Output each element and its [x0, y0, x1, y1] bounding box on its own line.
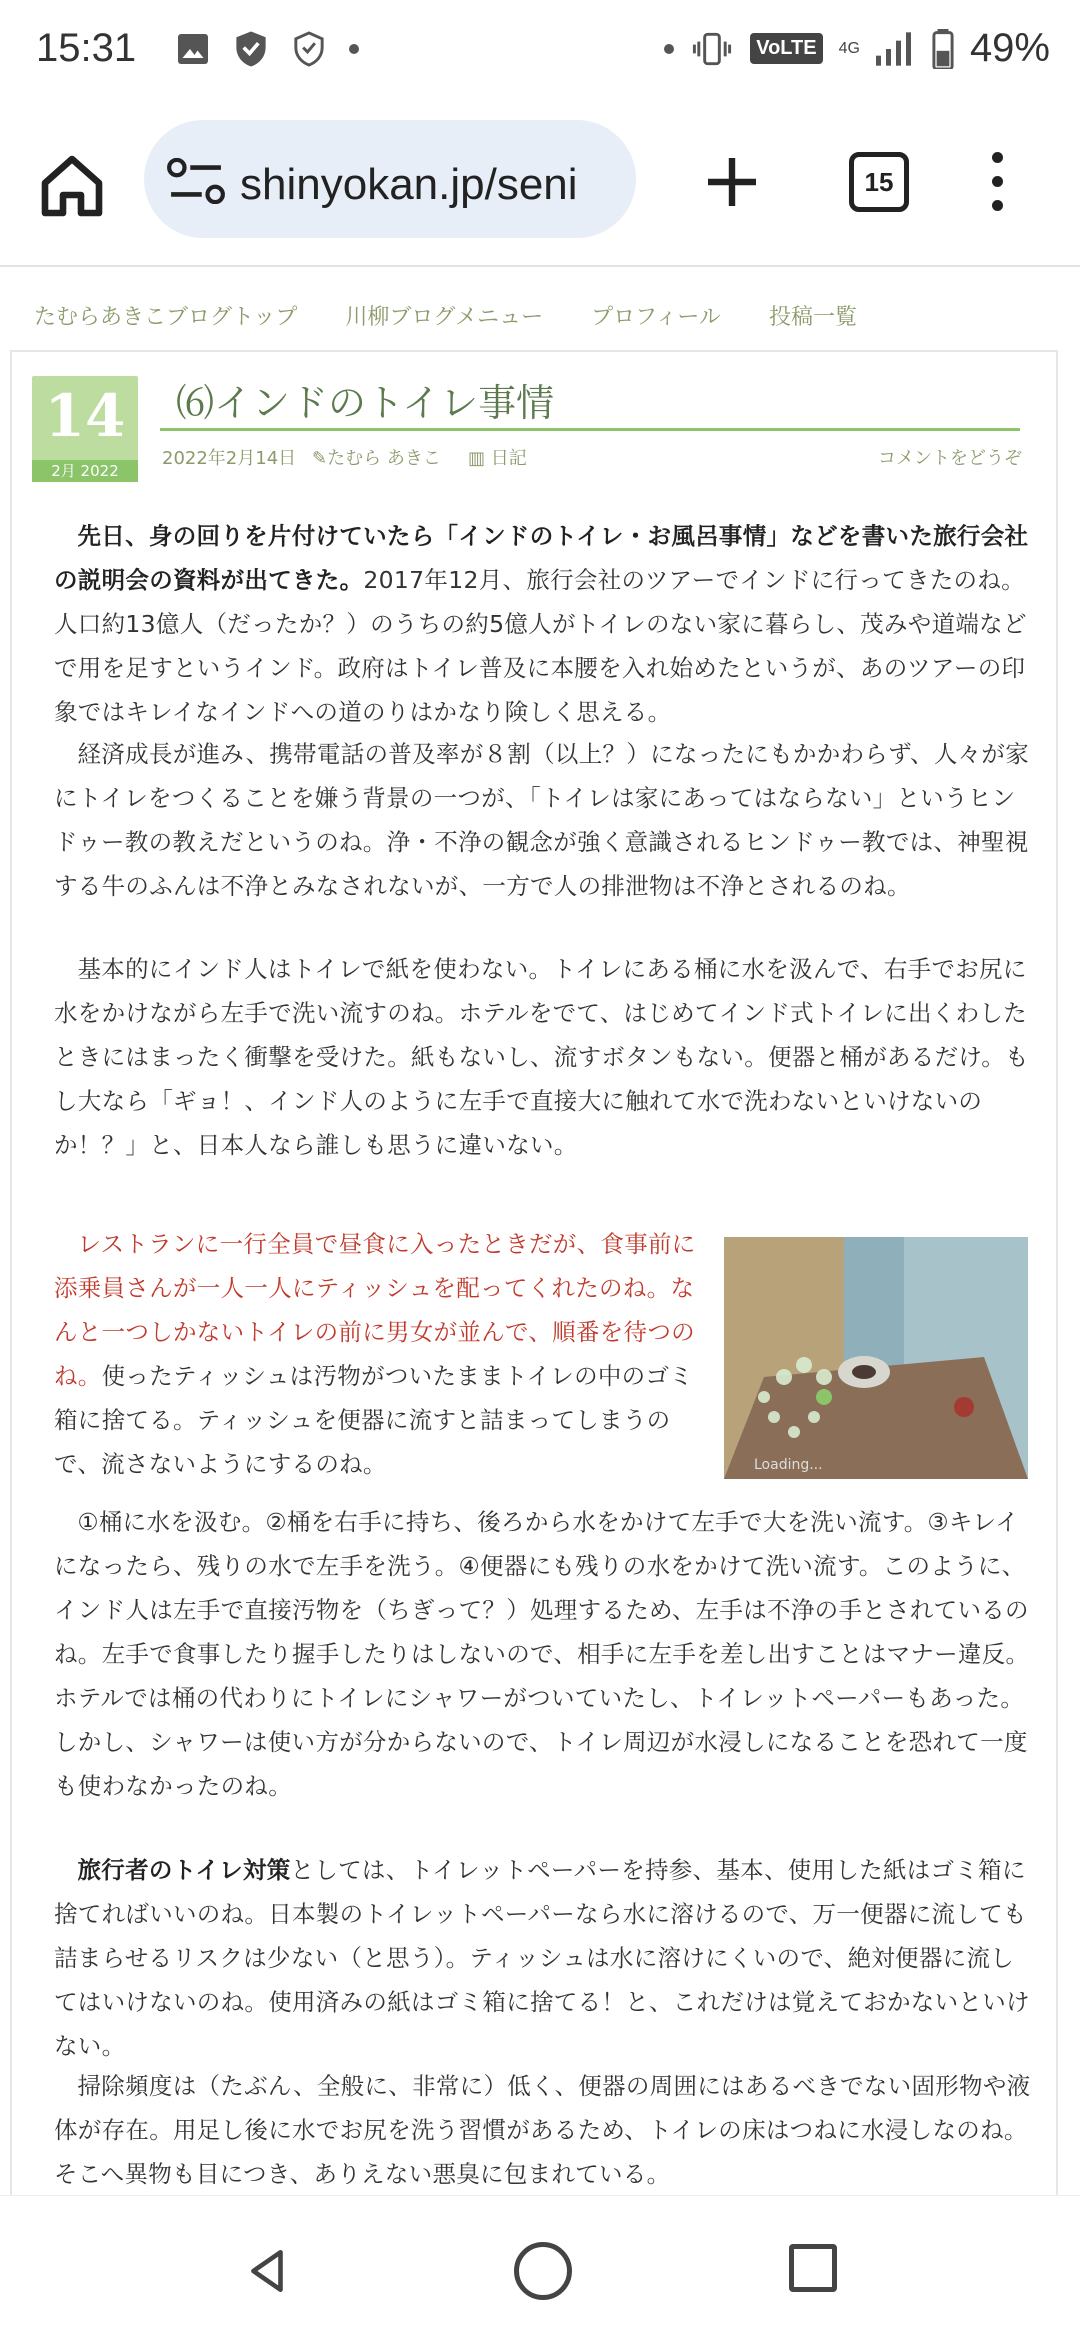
status-bar	[0, 0, 1080, 100]
post-title: ⑹インドのトイレ事情	[176, 381, 555, 425]
paragraph-6: 旅行者のトイレ対策としては、トイレットペーパーを持参、基本、使用した紙はゴミ箱に捨てればいいのね。日本製のトイレットペーパーなら水に溶けるので、万一便器に流しても詰まらせるリスクは少ない（と思う）。ティッシュは水に溶けにくいので、絶対便器に流してはいけないのね。使用済みの紙はゴミ箱に捨てる！と、これだけは覚えておかないといけない。	[54, 1856, 1030, 2060]
comment-link[interactable]: コメントをどうぞ	[878, 448, 1022, 469]
status-time: 15:31	[36, 26, 137, 70]
paragraph-3-block	[54, 947, 1034, 1167]
photo-image	[724, 1237, 1028, 1479]
system-nav-bar	[0, 2195, 1080, 2341]
back-icon[interactable]	[243, 2246, 293, 2296]
paragraph-2: 経済成長が進み、携帯電話の普及率が８割（以上？）になったにもかかわらず、人々が家にトイレをつくることを嫌う背景の一つが、「トイレは家にあってはならない」というヒンドゥー教の教えだというのね。浄・不浄の観念が強く意識されるヒンドゥー教では、神聖視する牛のふんは不浄とみなされないが、一方で人の排泄物は不浄とされるのね。	[54, 740, 1030, 900]
post-date[interactable]: 2022年2月14日	[162, 448, 297, 469]
paragraph-7-block	[54, 2064, 1034, 2196]
books-icon: ▥	[468, 448, 491, 469]
title-underline	[160, 428, 1020, 431]
url-bar[interactable]	[144, 120, 636, 238]
shield-icon	[233, 30, 269, 68]
blog-nav	[34, 300, 857, 331]
paragraph-7: 掃除頻度は（たぶん、全般に、非常に）低く、便器の周囲にはあるべきでない固形物や液体が存在。用足し後に水でお尻を洗う習慣があるため、トイレの床はつねに水浸しなのね。そこへ異物も目につき、ありえない悪臭に包まれている。	[54, 2072, 1031, 2188]
gallery-icon	[175, 31, 211, 67]
date-month-year: 2月 2022	[32, 460, 138, 482]
battery-icon	[932, 29, 954, 69]
date-badge	[32, 376, 138, 482]
paragraph-5: ①桶に水を汲む。②桶を右手に持ち、後ろから水をかけて左手で大を洗い流す。③キレイになったら、残りの水で左手を洗う。④便器にも残りの水をかけて洗い流す。このように、インド人は左手で直接汚物を（ちぎって？）処理するため、左手は不浄の手とされているのね。左手で食事したり握手したりはしないので、相手に左手を差し出すことはマナー違反。ホテルでは桶の代わりにトイレにシャワーがついていたし、トイレットペーパーもあった。しかし、シャワーは使い方が分からないので、トイレ周辺が水浸しになることを恐れて一度も使わなかったのね。	[54, 1508, 1030, 1800]
signal-icon	[876, 32, 916, 66]
toolbar-divider	[0, 265, 1080, 267]
paragraph-2-block	[54, 732, 1034, 908]
volte-badge: VoLTE	[750, 33, 822, 64]
paragraph-4-block	[54, 1222, 714, 1486]
article-card	[10, 350, 1058, 2252]
nav-blog-top[interactable]: たむらあきこブログトップ	[34, 305, 298, 330]
paragraph-3: 基本的にインド人はトイレで紙を使わない。トイレにある桶に水を汲んで、右手でお尻に水をかけながら左手で洗い流すのね。ホテルをでて、はじめてインド式トイレに出くわしたときにはまったく衝撃を受けた。紙もないし、流すボタンもない。便器と桶があるだけ。もし大なら「ギョ！、インド人のように左手で直接大に触れて水で洗わないといけないのか！？」と、日本人なら誰しも思うに違いない。	[54, 955, 1029, 1159]
more-notifications-dot	[349, 44, 359, 54]
loading-label: Loading...	[754, 1457, 823, 1473]
network-type: 4G	[838, 39, 860, 57]
home-icon[interactable]	[36, 150, 108, 222]
battery-percent: 49%	[969, 26, 1050, 70]
toilet-photo[interactable]	[724, 1237, 1028, 1479]
pen-icon: ✎	[312, 448, 328, 469]
site-settings-icon[interactable]	[166, 158, 226, 204]
date-day: 14	[44, 382, 126, 450]
tab-switcher-button[interactable]: 15	[849, 152, 909, 212]
system-icons	[664, 26, 1050, 71]
vibrate-icon	[690, 31, 734, 67]
post-category[interactable]: ▥ 日記	[468, 448, 527, 469]
paragraph-6-block	[54, 1848, 1034, 2068]
overflow-menu-icon[interactable]	[985, 152, 1009, 224]
notification-icons	[175, 30, 359, 68]
status-dot	[664, 44, 674, 54]
nav-senryu-menu[interactable]: 川柳ブログメニュー	[345, 305, 544, 330]
recents-icon[interactable]	[789, 2244, 837, 2292]
article-body-top	[54, 514, 1034, 734]
nav-post-list[interactable]: 投稿一覧	[768, 305, 857, 330]
post-author[interactable]: ✎たむら あきこ	[312, 448, 441, 469]
shield-outline-icon	[291, 30, 327, 68]
browser-toolbar	[0, 110, 1080, 250]
paragraph-5-block	[54, 1500, 1034, 1808]
home-nav-icon[interactable]	[514, 2242, 572, 2300]
nav-profile[interactable]: プロフィール	[591, 305, 721, 330]
paragraph-4: レストランに一行全員で昼食に入ったときだが、食事前に 添乗員さんが一人一人にティッシュを配ってくれたのね。な んと一つしかないトイレの前に男女が並んで、順番を待つの ね。使ったティッシュは汚物がついたままトイレの中のゴミ 箱に捨てる。ティッシュを便器に流すと詰まってしまうの で、流さないようにするのね。	[54, 1230, 696, 1478]
new-tab-icon[interactable]	[700, 150, 764, 214]
url-text[interactable]: shinyokan.jp/seni	[240, 160, 578, 209]
paragraph-1: 先日、身の回りを片付けていたら「インドのトイレ・お風呂事情」などを書いた旅行会社の説明会の資料が出てきた。2017年12月、旅行会社のツアーでインドに行ってきたのね。人口約13億人（だったか？）のうちの約5億人がトイレのない家に暮らし、茂みや道端などで用を足すというインド。政府はトイレ普及に本腰を入れ始めたというが、あのツアーの印象ではキレイなインドへの道のりはかなり険しく思える。	[54, 522, 1029, 726]
